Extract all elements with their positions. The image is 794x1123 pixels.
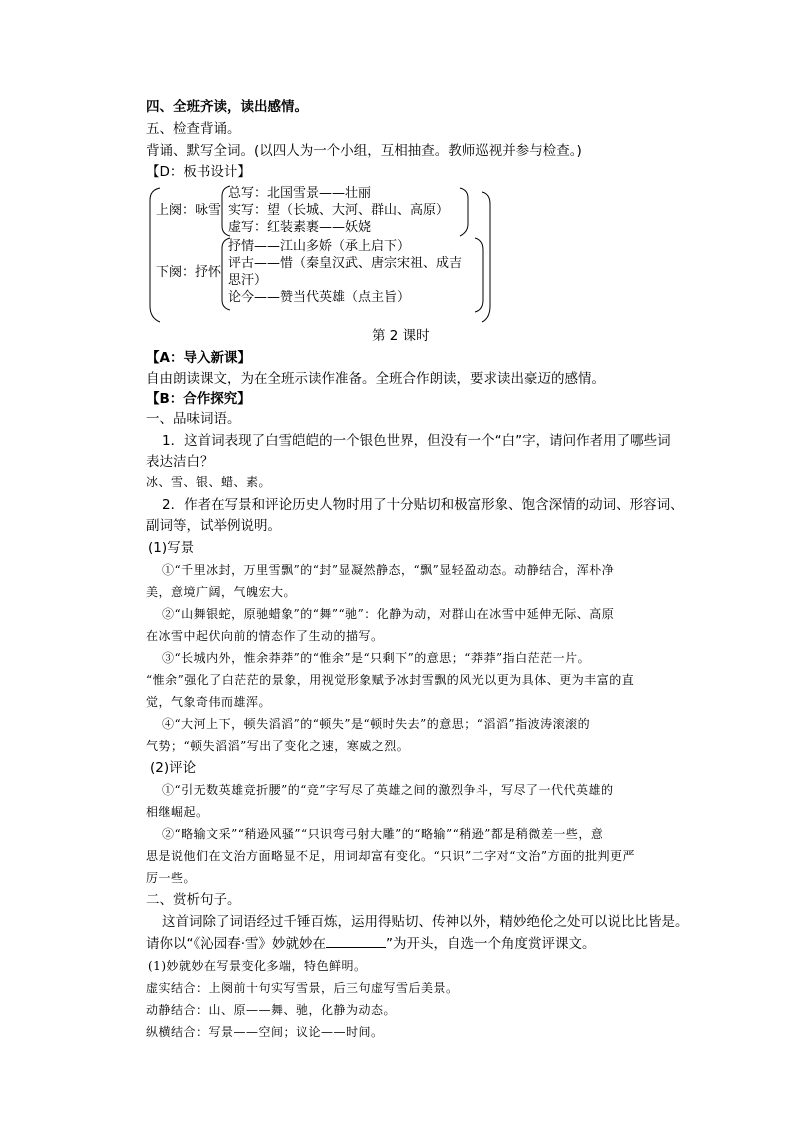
board-lower-label: 下阕：抒怀 <box>156 265 222 280</box>
board-lower-item: 论今——赞当代英雄（点主旨） <box>228 290 411 305</box>
part-one-line: “惟余”强化了白茫茫的景象，用视觉形象赋予冰封雪飘的风光以更为具体、更为丰富的直 <box>146 673 635 687</box>
answer-one: 冰、雪、银、蜡、素。 <box>146 475 272 489</box>
lesson-title: 第 2 课时 <box>372 328 430 344</box>
part-two-heading: (2)评论 <box>150 760 197 776</box>
part-one-line: ③“长城内外，惟余莽莽”的“惟余”是“只剩下”的意思；“莽莽”指白茫茫一片。 <box>162 651 591 665</box>
board-design-heading: 【D：板书设计】 <box>146 164 251 180</box>
section-a-text: 自由朗读课文，为在全班示读作准备。全班合作朗读，要求读出豪迈的感情。 <box>146 371 605 387</box>
question-one: 表达洁白？ <box>146 454 214 470</box>
question-two: 2．作者在写景和评论历史人物时用了十分贴切和极富形象、饱含深情的动词、形容词、 <box>162 497 684 513</box>
part-two-line: 思是说他们在文治方面略显不足，用词却富有变化。“只识”二字对“文治”方面的批判更严 <box>146 849 636 863</box>
board-upper-item: 实写：望（长城、大河、群山、高原） <box>228 203 450 218</box>
appreciation-prompt-start: 请你以“《沁园春·雪》妙就妙在 <box>146 936 327 952</box>
appreciation-prompt <box>146 934 596 953</box>
section-b-heading: 【B：合作探究】 <box>146 391 251 407</box>
part-two-line: ②“略输文采”“稍逊风骚”“只识弯弓射大雕”的“略输”“稍逊”都是稍微差一些，意 <box>162 827 604 841</box>
appreciation-text: 这首词除了词语经过千锤百炼，运用得贴切、传神以外，精妙绝伦之处可以说比比皆是。 <box>162 914 689 930</box>
part-two-line: ①“引无数英雄竞折腰”的“竞”字写尽了英雄之间的激烈争斗，写尽了一代代英雄的 <box>162 783 614 797</box>
part-one-line: 美，意境广阔，气魄宏大。 <box>146 585 297 599</box>
appreciation-prompt-end: ”为开头，自选一个角度赏评课文。 <box>386 936 596 952</box>
part-one-line: ①“千里冰封，万里雪飘”的“封”显凝然静态，“飘”显轻盈动态。动静结合，浑朴净 <box>162 563 615 577</box>
part-one-line: ②“山舞银蛇，原驰蜡象”的“舞”“驰”：化静为动，对群山在冰雪中延伸无际、高原 <box>162 607 615 621</box>
board-upper-item: 总写：北国雪景——壮丽 <box>228 186 372 201</box>
question-one: 1．这首词表现了白雪皑皑的一个银色世界，但没有一个“白”字，请问作者用了哪些词 <box>162 433 671 449</box>
subsection-one-heading: 一、品味词语。 <box>146 411 241 427</box>
section-five-heading: 五、检查背诵。 <box>146 121 241 137</box>
board-lower-item: 评古——惜（秦皇汉武、唐宗宋祖、成吉 <box>228 256 463 271</box>
fill-blank <box>326 934 386 948</box>
part-one-line: 在冰雪中起伏向前的情态作了生动的描写。 <box>146 629 384 643</box>
section-a-heading: 【A：导入新课】 <box>146 350 251 366</box>
board-lower-item: 抒情——江山多娇（承上启下） <box>228 239 411 254</box>
part-one-line: 气势；“顿失滔滔”写出了变化之速，寒威之烈。 <box>146 739 410 753</box>
question-two: 副词等，试举例说明。 <box>146 518 281 534</box>
part-one-line: ④“大河上下，顿失滔滔”的“顿失”是“顿时失去”的意思；“滔滔”指波涛滚滚的 <box>162 717 591 731</box>
section-four-heading: 四、全班齐读，读出感情。 <box>146 99 308 115</box>
board-lower-item: 思汗） <box>228 273 268 288</box>
recite-instruction: 背诵、默写全词。(以四人为一个小组，互相抽查。教师巡视并参与检查。) <box>146 143 582 159</box>
part-one-line: 觉，气象奇伟而雄浑。 <box>146 695 272 709</box>
board-upper-label: 上阕：咏雪 <box>156 203 222 218</box>
part-one-heading: (1)写景 <box>148 540 195 556</box>
subsection-two-heading: 二、赏析句子。 <box>146 892 241 908</box>
appreciation-point: 动静结合：山、原——舞、驰，化静为动态。 <box>146 1003 397 1017</box>
part-two-line: 相继崛起。 <box>146 805 209 819</box>
appreciation-point: 虚实结合：上阕前十句实写雪景，后三句虚写雪后美景。 <box>146 981 459 995</box>
appreciation-point: (1)妙就妙在写景变化多端，特色鲜明。 <box>148 959 367 973</box>
appreciation-point: 纵横结合：写景——空间；议论——时间。 <box>146 1025 384 1039</box>
board-upper-item: 虚写：红装素裹——妖娆 <box>228 220 372 235</box>
part-two-line: 厉一些。 <box>146 871 197 885</box>
